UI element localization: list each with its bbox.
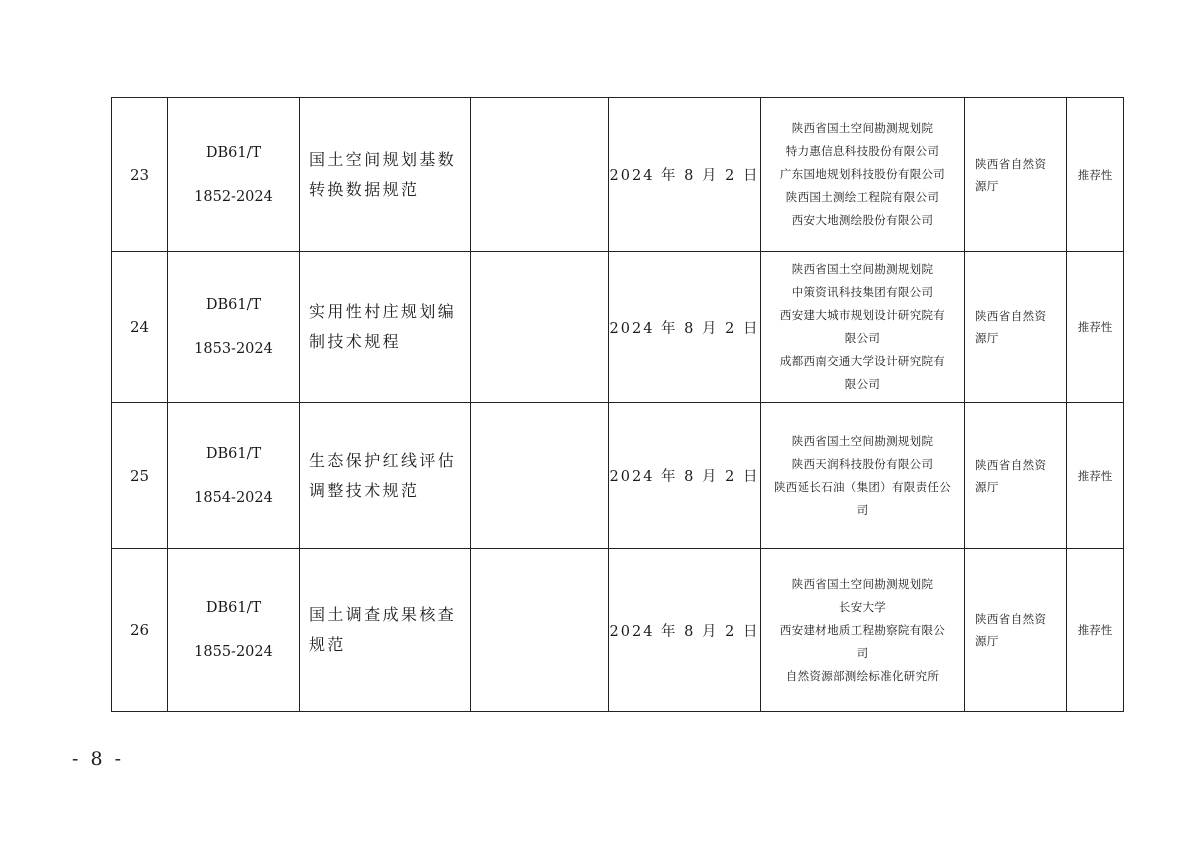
department: 陕西省自然资源厅 bbox=[975, 612, 1047, 648]
standard-code-prefix: DB61/T bbox=[205, 600, 262, 616]
standard-code-number: 1852-2024 bbox=[194, 188, 273, 205]
drafting-unit: 自然资源部测绘标准化研究所 bbox=[785, 668, 940, 683]
release-date: 2024 年 8 月 2 日 bbox=[609, 549, 761, 712]
drafting-unit: 陕西省国土空间勘测规划院 bbox=[791, 262, 934, 276]
drafting-unit: 陕西延长石油（集团）有限责任公 bbox=[774, 479, 951, 494]
drafting-unit: 陕西省国土空间勘测规划院 bbox=[791, 121, 934, 135]
drafting-units-cell bbox=[761, 549, 965, 712]
standard-name: 国土空间规划基数转换数据规范 bbox=[309, 149, 457, 199]
drafting-units-cell bbox=[761, 252, 965, 403]
release-date: 2024 年 8 月 2 日 bbox=[609, 403, 761, 549]
drafting-unit: 西安建材地质工程勘察院有限公 bbox=[779, 622, 946, 637]
standard-type: 推荐性 bbox=[1067, 252, 1124, 403]
page-number: - 8 - bbox=[72, 748, 125, 770]
drafting-units-cell bbox=[761, 403, 965, 549]
department: 陕西省自然资源厅 bbox=[975, 457, 1047, 494]
drafting-unit: 陕西省国土空间勘测规划院 bbox=[791, 433, 934, 448]
standard-code-prefix: DB61/T bbox=[205, 297, 262, 313]
drafting-unit: 特力惠信息科技股份有限公司 bbox=[785, 144, 940, 158]
release-date: 2024 年 8 月 2 日 bbox=[609, 252, 761, 403]
drafting-unit: 长安大学 bbox=[838, 599, 887, 614]
standard-name: 生态保护红线评估调整技术规范 bbox=[309, 450, 457, 500]
blank-cell bbox=[471, 549, 609, 712]
drafting-unit: 陕西天润科技股份有限公司 bbox=[791, 456, 934, 471]
standard-type: 推荐性 bbox=[1067, 98, 1124, 252]
drafting-unit: 司 bbox=[856, 645, 869, 660]
release-date: 2024 年 8 月 2 日 bbox=[609, 98, 761, 252]
standard-code-number: 1853-2024 bbox=[194, 341, 273, 357]
department-cell bbox=[965, 549, 1067, 712]
blank-cell bbox=[471, 252, 609, 403]
drafting-unit: 限公司 bbox=[844, 331, 881, 345]
drafting-units-cell bbox=[761, 98, 965, 252]
standard-name-cell bbox=[300, 252, 471, 403]
blank-cell bbox=[471, 403, 609, 549]
standard-name-cell bbox=[300, 549, 471, 712]
standards-table bbox=[111, 97, 1124, 712]
standard-code-number: 1854-2024 bbox=[194, 489, 273, 506]
standard-code-cell bbox=[168, 549, 300, 712]
standard-type: 推荐性 bbox=[1067, 549, 1124, 712]
department-cell bbox=[965, 98, 1067, 252]
standard-name-cell bbox=[300, 403, 471, 549]
drafting-unit: 成都西南交通大学设计研究院有 bbox=[779, 354, 946, 368]
standard-code-prefix: DB61/T bbox=[205, 445, 262, 462]
drafting-unit: 司 bbox=[856, 502, 869, 517]
department-cell bbox=[965, 252, 1067, 403]
drafting-unit: 陕西省国土空间勘测规划院 bbox=[791, 576, 934, 591]
standard-code-prefix: DB61/T bbox=[205, 144, 262, 161]
department: 陕西省自然资源厅 bbox=[975, 309, 1047, 345]
standard-name-cell bbox=[300, 98, 471, 252]
drafting-unit: 限公司 bbox=[844, 377, 881, 391]
table-row bbox=[112, 549, 1124, 712]
drafting-unit: 中策资讯科技集团有限公司 bbox=[791, 285, 934, 299]
row-number: 23 bbox=[112, 98, 168, 252]
drafting-unit: 陕西国土测绘工程院有限公司 bbox=[785, 190, 940, 204]
row-number: 24 bbox=[112, 252, 168, 403]
standard-name: 实用性村庄规划编制技术规程 bbox=[309, 302, 457, 351]
table-row bbox=[112, 252, 1124, 403]
standard-name: 国土调查成果核查规范 bbox=[309, 605, 457, 654]
table-row bbox=[112, 403, 1124, 549]
standard-code-cell bbox=[168, 252, 300, 403]
drafting-unit: 西安大地测绘股份有限公司 bbox=[791, 213, 934, 227]
drafting-unit: 广东国地规划科技股份有限公司 bbox=[779, 167, 946, 181]
blank-cell bbox=[471, 98, 609, 252]
table-row bbox=[112, 98, 1124, 252]
department: 陕西省自然资源厅 bbox=[975, 156, 1047, 193]
row-number: 26 bbox=[112, 549, 168, 712]
standard-type: 推荐性 bbox=[1067, 403, 1124, 549]
drafting-unit: 西安建大城市规划设计研究院有 bbox=[779, 308, 946, 322]
standard-code-cell bbox=[168, 98, 300, 252]
standard-code-number: 1855-2024 bbox=[194, 644, 273, 660]
standard-code-cell bbox=[168, 403, 300, 549]
department-cell bbox=[965, 403, 1067, 549]
row-number: 25 bbox=[112, 403, 168, 549]
